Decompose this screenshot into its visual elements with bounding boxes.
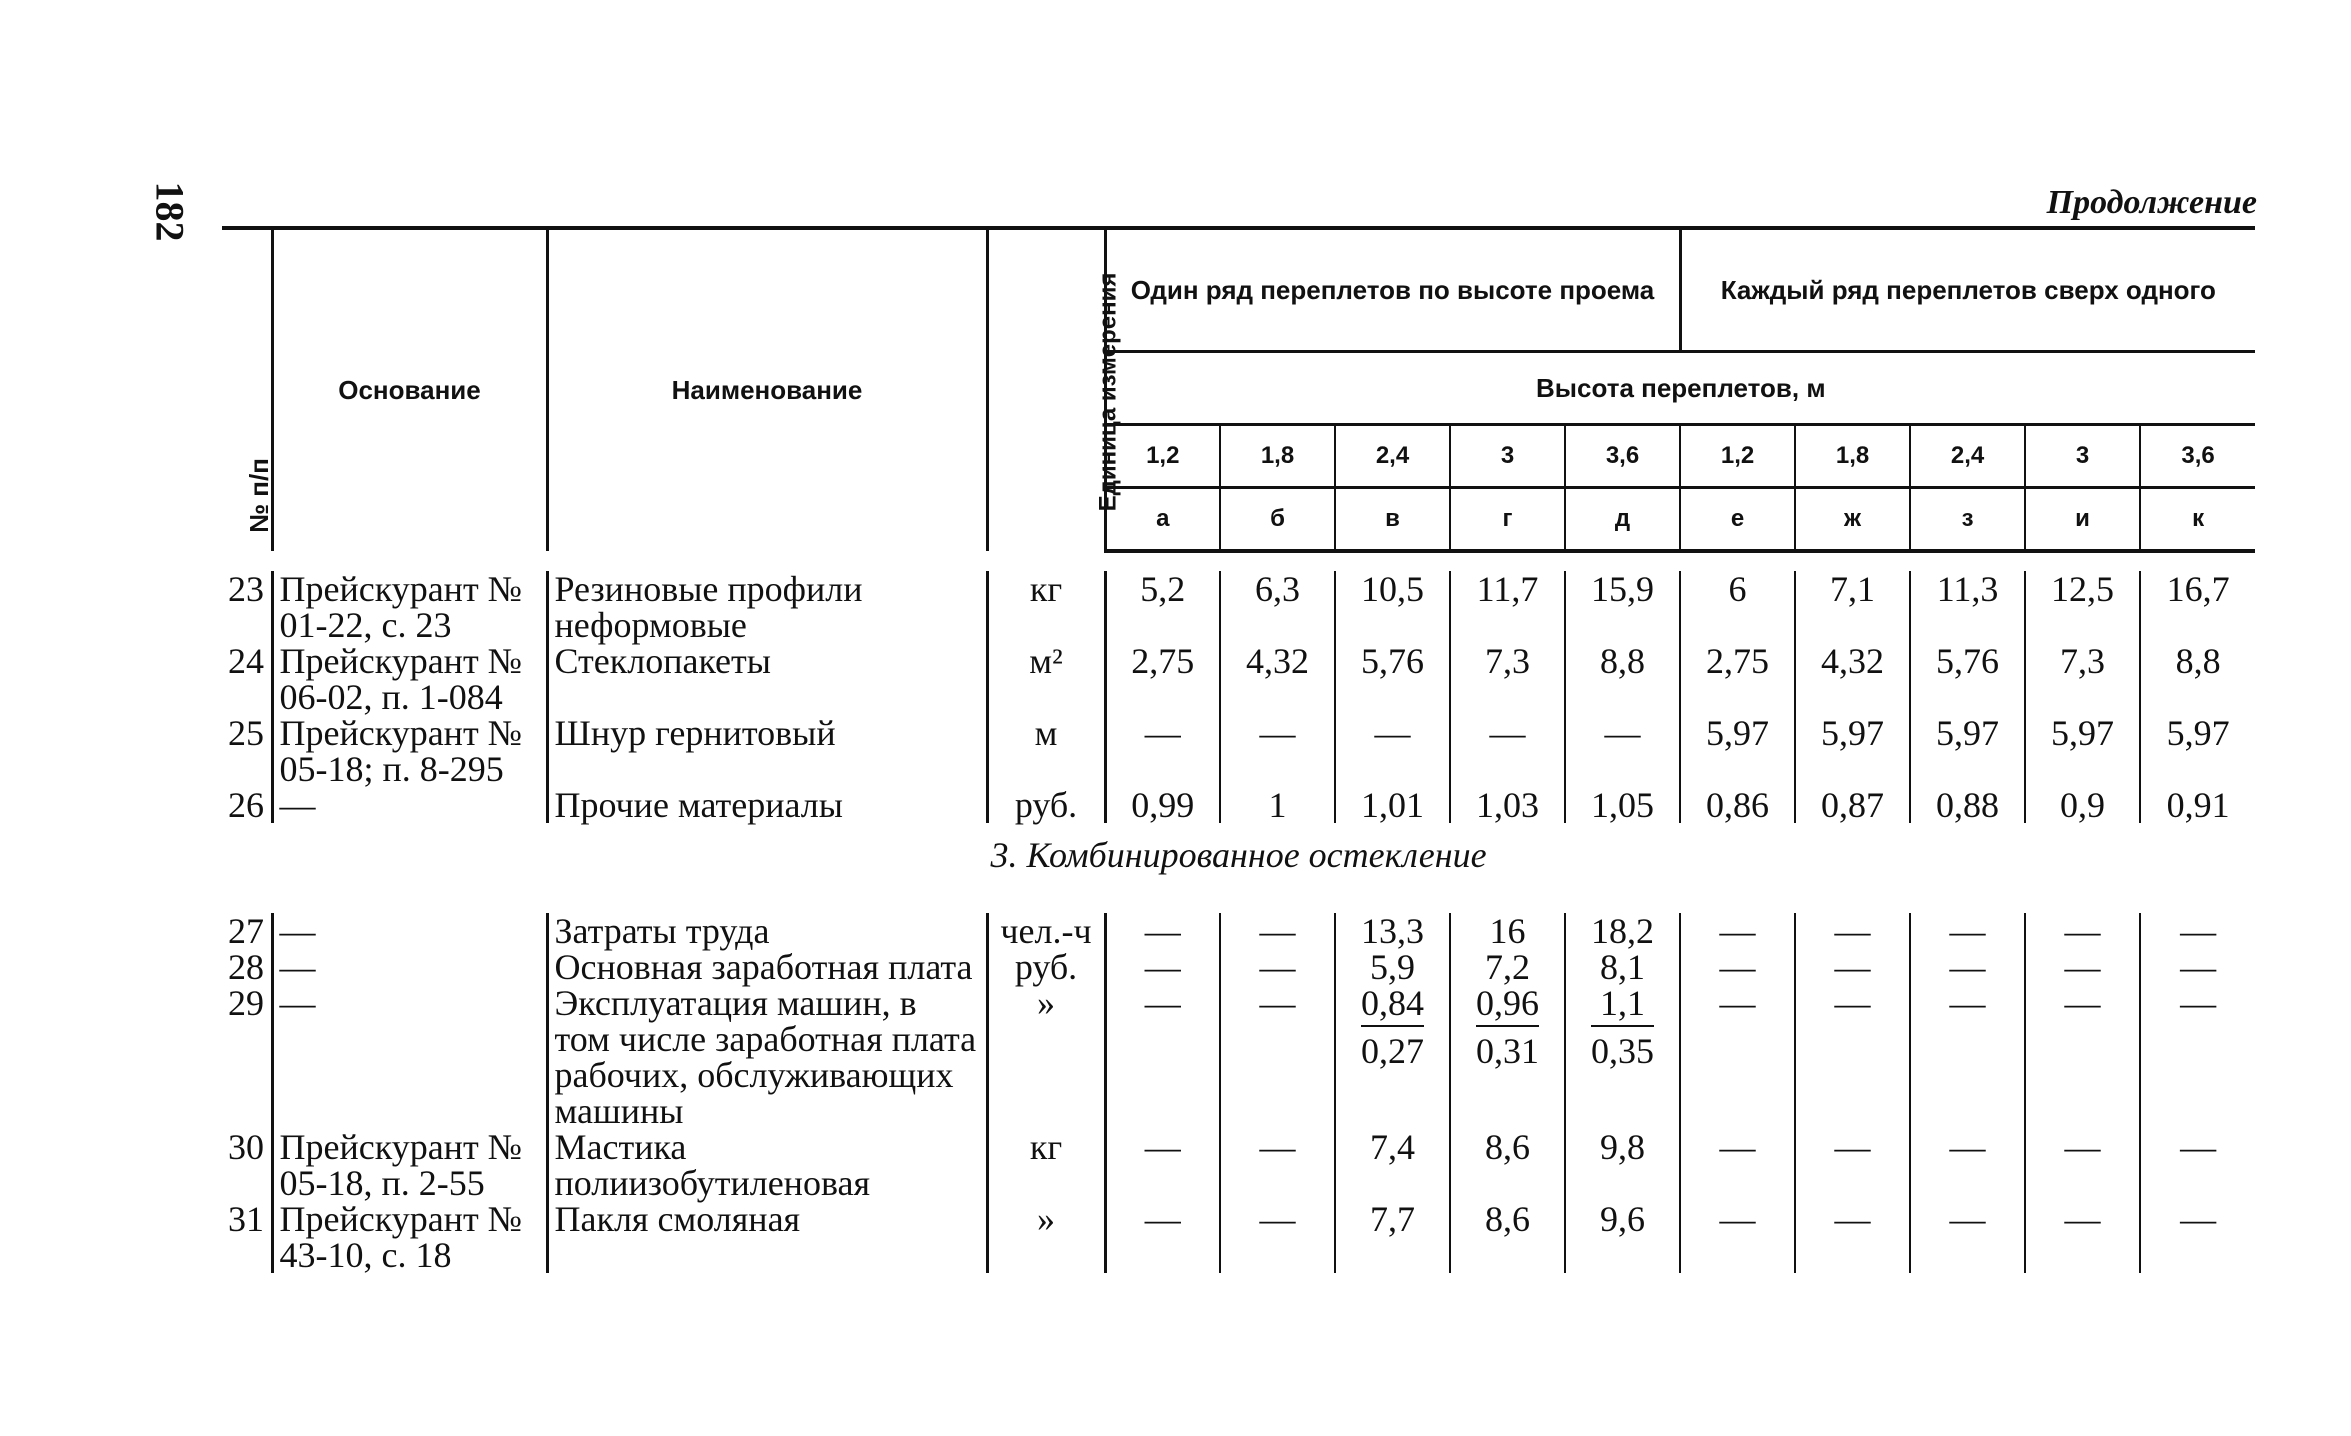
row-value-7: — [1910,949,2025,985]
fraction-top: 0,96 [1476,985,1539,1027]
header-group-each-row: Каждый ряд переплетов сверх одного [1680,228,2255,352]
row-name: Мастика полиизобутиленовая [547,1129,987,1201]
row-name: Резиновые профили неформовые [547,571,987,643]
row-value-2: 1,01 [1335,787,1450,823]
continuation-label: Продолжение [2046,184,2257,221]
row-basis: Прейскурант № 06-02, п. 1-084 [272,643,547,715]
fraction-bottom: 0,27 [1361,1031,1424,1071]
header-height-label: Высота переплетов, м [1105,352,2255,425]
row-value-0: — [1105,985,1220,1129]
materials-table [222,226,2255,1273]
row-value-3: — [1450,715,1565,787]
header-height-8: 3 [2025,425,2140,488]
row-num: 25 [228,713,264,753]
row-value-3: 1,03 [1450,787,1565,823]
row-value-9: — [2140,913,2255,949]
row-value-9: — [2140,1201,2255,1273]
row-value-1: 1 [1220,787,1335,823]
row-value-4: — [1565,715,1680,787]
row-value-4: 18,2 [1565,913,1680,949]
row-value-6: 5,97 [1795,715,1910,787]
fraction-top: 1,1 [1591,985,1654,1027]
row-value-5: — [1680,1129,1795,1201]
row-value-4 [1565,985,1680,1129]
row-value-0: — [1105,715,1220,787]
row-value-9: — [2140,985,2255,1129]
header-height-5: 1,2 [1680,425,1795,488]
row-num: 31 [228,1199,264,1239]
row-value-5: 6 [1680,571,1795,643]
row-num: 27 [228,911,264,951]
row-name: Стеклопакеты [547,643,987,715]
row-value-2: 5,9 [1335,949,1450,985]
row-value-4: 8,1 [1565,949,1680,985]
row-name: Шнур гернитовый [547,715,987,787]
row-value-5: — [1680,985,1795,1129]
row-value-7: — [1910,913,2025,949]
header-letter-5: е [1680,488,1795,552]
row-value-3 [1450,985,1565,1129]
row-value-0: — [1105,1129,1220,1201]
row-unit: чел.-ч [987,913,1105,949]
header-height-9: 3,6 [2140,425,2255,488]
table-row [222,949,2255,985]
row-value-0: — [1105,913,1220,949]
row-name: Прочие материалы [547,787,987,823]
header-name: Наименование [547,228,987,551]
row-value-8: — [2025,985,2140,1129]
row-value-0: 2,75 [1105,643,1220,715]
row-value-1: — [1220,913,1335,949]
section-title: 3. Комбинированное остекление [990,835,1487,875]
row-unit: м² [987,643,1105,715]
table-row [222,571,2255,643]
header-height-6: 1,8 [1795,425,1910,488]
header-letter-2: в [1335,488,1450,552]
table-row [222,715,2255,787]
row-value-7: 5,97 [1910,715,2025,787]
header-unit: Единица измерения [987,228,1105,551]
header-num: № п/п [222,228,272,551]
row-unit: » [987,1201,1105,1273]
row-value-3: 7,3 [1450,643,1565,715]
row-value-9: 0,91 [2140,787,2255,823]
row-basis: Прейскурант № 01-22, с. 23 [272,571,547,643]
header-height-4: 3,6 [1565,425,1680,488]
row-value-8: — [2025,1201,2140,1273]
row-name: Основная заработная плата [547,949,987,985]
row-value-7: — [1910,1201,2025,1273]
row-value-3: 16 [1450,913,1565,949]
row-name: Затраты труда [547,913,987,949]
row-value-5: — [1680,1201,1795,1273]
row-num: 28 [228,947,264,987]
row-value-4: 8,8 [1565,643,1680,715]
header-height-1: 1,8 [1220,425,1335,488]
row-value-2: 10,5 [1335,571,1450,643]
row-basis: Прейскурант № 05-18, п. 2-55 [272,1129,547,1201]
row-value-1: — [1220,949,1335,985]
row-unit: кг [987,1129,1105,1201]
fraction-bottom: 0,31 [1476,1031,1539,1071]
header-letter-8: и [2025,488,2140,552]
row-value-0: — [1105,949,1220,985]
row-basis: Прейскурант № 43-10, с. 18 [272,1201,547,1273]
row-value-6: — [1795,985,1910,1129]
row-num: 23 [228,569,264,609]
row-value-6: 4,32 [1795,643,1910,715]
row-value-0: 0,99 [1105,787,1220,823]
header-letter-7: з [1910,488,2025,552]
row-value-6: — [1795,1129,1910,1201]
header-height-0: 1,2 [1105,425,1220,488]
row-value-2: 5,76 [1335,643,1450,715]
row-value-7: — [1910,985,2025,1129]
row-value-2: 7,7 [1335,1201,1450,1273]
row-value-1: — [1220,1129,1335,1201]
page-number: 182 [147,181,193,242]
row-value-8: 5,97 [2025,715,2140,787]
row-value-8: 7,3 [2025,643,2140,715]
header-height-3: 3 [1450,425,1565,488]
row-value-0: — [1105,1201,1220,1273]
table-body [222,551,2255,1273]
row-value-6: 7,1 [1795,571,1910,643]
row-unit: кг [987,571,1105,643]
table-header [222,228,2255,551]
row-value-1: — [1220,985,1335,1129]
row-value-9: — [2140,1129,2255,1201]
row-value-4: 15,9 [1565,571,1680,643]
row-value-2: 13,3 [1335,913,1450,949]
row-value-6: — [1795,913,1910,949]
row-value-5: 5,97 [1680,715,1795,787]
row-value-7: — [1910,1129,2025,1201]
row-value-6: 0,87 [1795,787,1910,823]
row-value-1: 6,3 [1220,571,1335,643]
row-basis: — [272,787,547,823]
row-basis: — [272,985,547,1129]
table-row [222,1129,2255,1201]
row-value-1: — [1220,1201,1335,1273]
row-basis: — [272,913,547,949]
header-height-2: 2,4 [1335,425,1450,488]
row-unit: руб. [987,949,1105,985]
row-value-3: 8,6 [1450,1201,1565,1273]
row-value-8: — [2025,913,2140,949]
header-letter-9: к [2140,488,2255,552]
header-basis: Основание [272,228,547,551]
row-value-8: 0,9 [2025,787,2140,823]
table-row [222,1201,2255,1273]
row-name: Эксплуатация машин, в том числе заработная плата рабочих, обслуживающих машины [547,985,987,1129]
row-value-5: 2,75 [1680,643,1795,715]
row-value-1: — [1220,715,1335,787]
row-unit: руб. [987,787,1105,823]
row-value-8: — [2025,1129,2140,1201]
table-row [222,913,2255,949]
row-value-4: 9,6 [1565,1201,1680,1273]
row-value-7: 0,88 [1910,787,2025,823]
row-value-3: 8,6 [1450,1129,1565,1201]
header-letter-0: а [1105,488,1220,552]
row-value-7: 11,3 [1910,571,2025,643]
row-value-5: — [1680,913,1795,949]
row-value-3: 7,2 [1450,949,1565,985]
row-unit: » [987,985,1105,1129]
header-letter-6: ж [1795,488,1910,552]
table-row [222,643,2255,715]
row-value-9: — [2140,949,2255,985]
header-letter-3: г [1450,488,1565,552]
fraction [1476,985,1539,1069]
row-value-4: 9,8 [1565,1129,1680,1201]
row-num: 26 [228,785,264,825]
fraction [1591,985,1654,1069]
header-letter-4: д [1565,488,1680,552]
row-value-3: 11,7 [1450,571,1565,643]
row-num: 24 [228,641,264,681]
row-value-7: 5,76 [1910,643,2025,715]
fraction-bottom: 0,35 [1591,1031,1655,1071]
table-row [222,985,2255,1129]
row-num: 29 [228,983,264,1023]
row-value-9: 16,7 [2140,571,2255,643]
row-basis: Прейскурант № 05-18; п. 8-295 [272,715,547,787]
row-value-4: 1,05 [1565,787,1680,823]
row-value-6: — [1795,1201,1910,1273]
header-group-one-row: Один ряд переплетов по высоте проема [1105,228,1680,352]
row-unit: м [987,715,1105,787]
row-value-9: 8,8 [2140,643,2255,715]
row-value-2: 7,4 [1335,1129,1450,1201]
fraction [1361,985,1424,1069]
row-value-5: 0,86 [1680,787,1795,823]
row-value-2: — [1335,715,1450,787]
fraction-top: 0,84 [1361,985,1424,1027]
row-value-9: 5,97 [2140,715,2255,787]
row-basis: — [272,949,547,985]
row-value-0: 5,2 [1105,571,1220,643]
row-value-5: — [1680,949,1795,985]
row-name: Пакля смоляная [547,1201,987,1273]
header-height-7: 2,4 [1910,425,2025,488]
header-letter-1: б [1220,488,1335,552]
row-value-8: — [2025,949,2140,985]
table-row [222,787,2255,823]
row-num: 30 [228,1127,264,1167]
row-value-2 [1335,985,1450,1129]
row-value-8: 12,5 [2025,571,2140,643]
row-value-1: 4,32 [1220,643,1335,715]
row-value-6: — [1795,949,1910,985]
